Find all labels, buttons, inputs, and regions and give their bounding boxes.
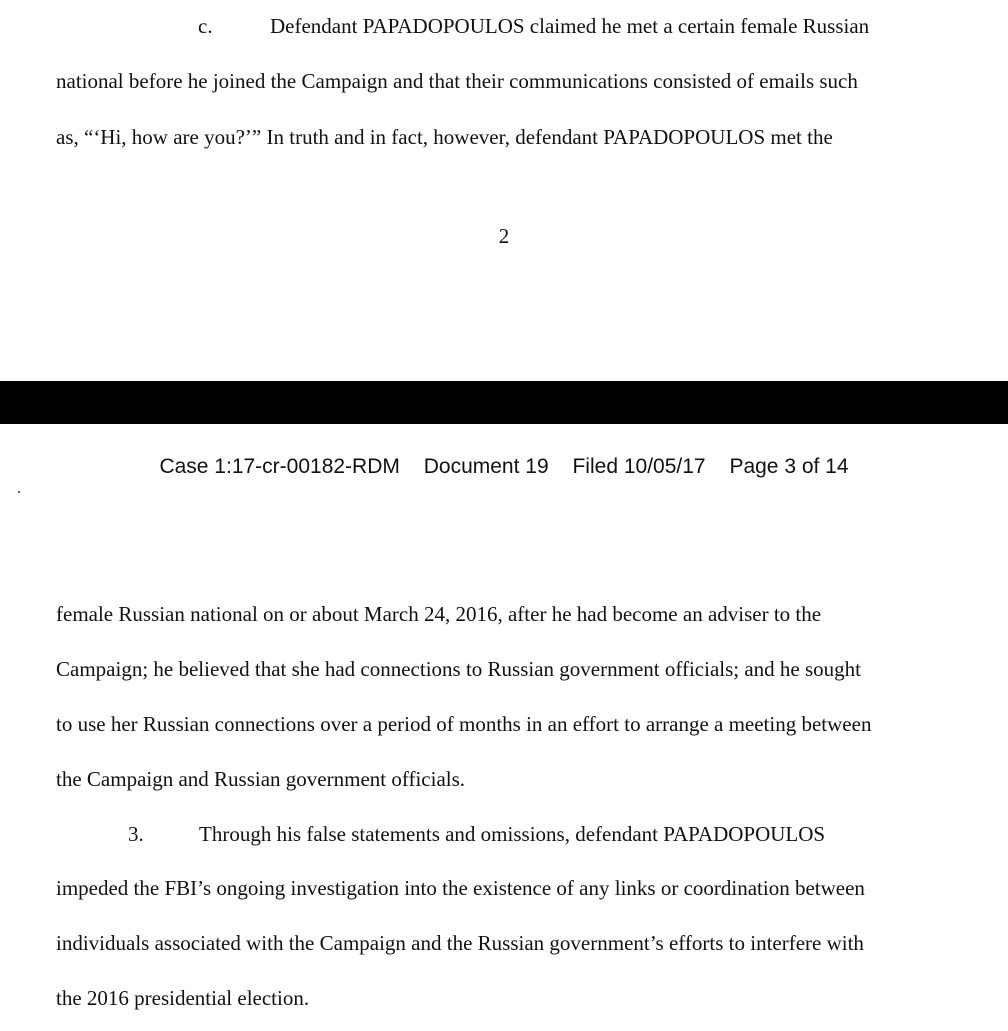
paragraph-3-line-2: impeded the FBI’s ongoing investigation into the existence of any links or coordination between [56,876,865,900]
page-number: 2 [498,224,510,248]
paragraph-3-line-4: the 2016 presidential election. [56,986,310,1010]
paragraph-c-marker: c. [198,14,213,38]
case-number: Case 1:17-cr-00182-RDM [159,455,400,478]
paragraph-3-marker: 3. [128,822,144,846]
case-header [0,456,1008,477]
continuation-line-2: Campaign; he believed that she had connections to Russian government officials; and he sought [56,657,862,681]
scan-speck [18,491,20,493]
paragraph-3-line-1: Through his false statements and omissions, defendant PAPADOPOULOS [199,822,826,846]
continuation-line-1: female Russian national on or about March 24, 2016, after he had become an adviser to the [56,602,822,626]
page-indicator: Page 3 of 14 [729,455,849,478]
page-separator [0,381,1008,424]
continuation-line-4: the Campaign and Russian government officials. [56,767,466,791]
paragraph-c-line-2: national before he joined the Campaign and that their communications consisted of emails such [56,69,858,93]
paragraph-c-line-1: Defendant PAPADOPOULOS claimed he met a certain female Russian [270,14,870,38]
paragraph-3-line-3: individuals associated with the Campaign and the Russian government’s efforts to interfere with [56,931,864,955]
document-number: Document 19 [423,455,549,478]
continuation-line-3: to use her Russian connections over a period of months in an effort to arrange a meeting between [56,712,872,736]
paragraph-c-line-3: as, “‘Hi, how are you?’” In truth and in fact, however, defendant PAPADOPOULOS met the [56,125,833,149]
filed-date: Filed 10/05/17 [572,455,706,478]
